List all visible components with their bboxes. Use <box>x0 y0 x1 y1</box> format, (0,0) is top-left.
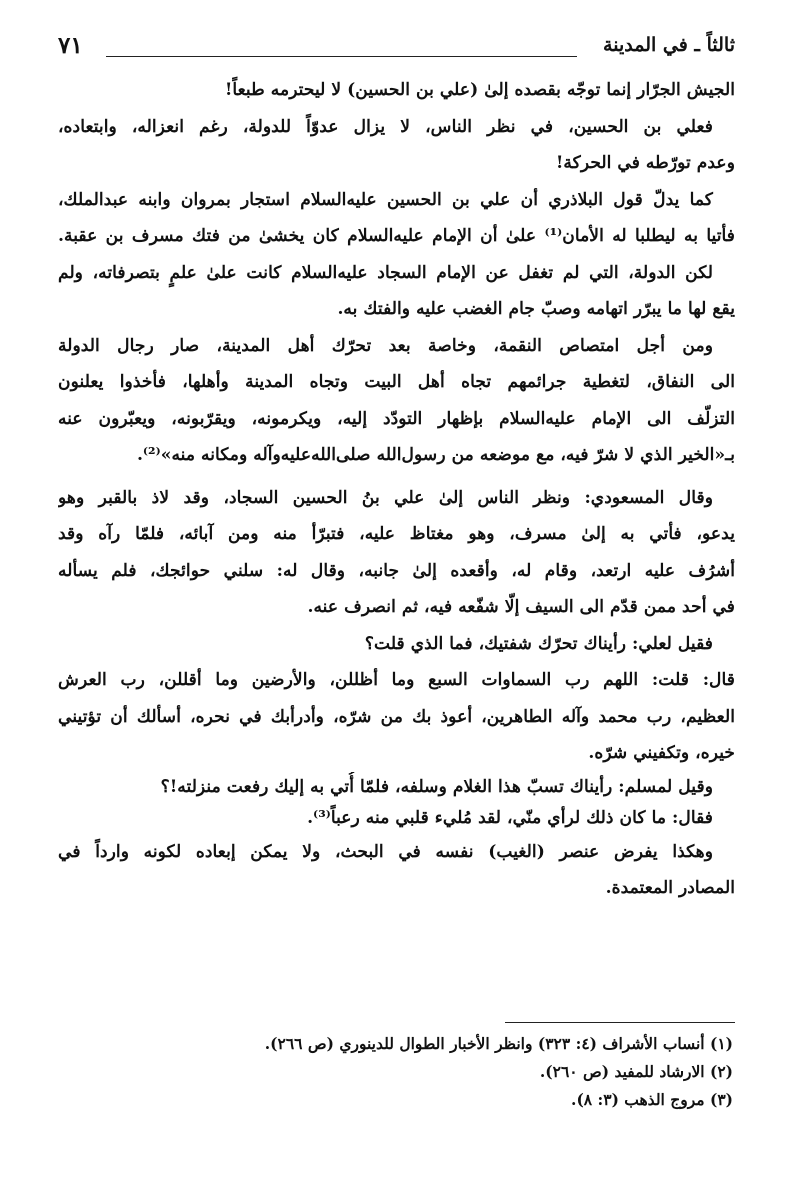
text-line: كما يدلّ قول البلاذري أن علي بن الحسين عليه‌السلام استجار بمروان وابنه عبدالملك، <box>58 189 713 210</box>
text-line: وقال المسعودي: ونظر الناس إلىٰ علي بنُ الحسين السجاد، وقد لاذ بالقبر وهو <box>58 487 713 508</box>
text-line: العظيم، رب محمد وآله الطاهرين، أعوذ بك من شرّه، وأدرأبك في نحره، أسألك أن تؤتيني <box>58 706 735 727</box>
text-line: وقيل لمسلم: رأيناك تسبّ هذا الغلام وسلفه، فلمّا أُتي به إليك رفعت منزلته!؟ <box>160 776 713 797</box>
footnote-rule <box>505 1022 735 1023</box>
header-rule <box>106 56 577 57</box>
text-line: لكن الدولة، التي لم تغفل عن الإمام السجاد عليه‌السلام كانت علىٰ علمٍ بتصرفاته، ولم <box>58 262 713 283</box>
text-line: التزلّف الى الإمام عليه‌السلام بإظهار التودّد إليه، ويكرمونه، ويقرّبونه، ويعبّرون عنه <box>58 408 735 429</box>
page-header <box>58 28 735 68</box>
footnote: (٣) مروج الذهب (٣: ٨). <box>571 1090 733 1109</box>
text-line: الجيش الجرّار إنما توجّه بقصده إلىٰ (علي بن الحسين) لا ليحترمه طبعاً! <box>224 80 735 100</box>
page-number: ٧١ <box>58 32 83 59</box>
text-line: وهكذا يفرض عنصر (الغيب) نفسه في البحث، ولا يمكن إبعاده لكونه وارداً في <box>58 841 713 862</box>
text-line: فعلي بن الحسين، في نظر الناس، لا يزال عدوّاً للدولة، رغم انعزاله، وابتعاده، <box>58 116 713 137</box>
text-line: بـ«الخير الذي لا شرّ فيه، مع موضعه من رسول‌الله صلى‌الله‌عليه‌وآله ومكانه منه»⁽²⁾. <box>136 445 735 465</box>
text-line: ومن أجل امتصاص النقمة، وخاصة بعد تحرّك أهل المدينة، صار رجال الدولة <box>58 335 713 356</box>
text-line: الى النفاق، لتغطية جرائمهم تجاه أهل البيت وتجاه المدينة وأهلها، فأخذوا يعلنون <box>58 372 735 392</box>
text-line: يدعو، فأتي به إلىٰ مسرف، وهو مغتاظ عليه، فتبرّأ منه ومن آبائه، فلمّا رآه وقد <box>58 524 735 544</box>
running-title: ثالثاً ـ في المدينة <box>603 34 735 56</box>
text-line: المصادر المعتمدة. <box>605 878 735 898</box>
body-text <box>58 72 735 907</box>
footnote: (٢) الارشاد للمفيد (ص ٢٦٠). <box>539 1062 733 1081</box>
footnote: (١) أنساب الأشراف (٤: ٣٢٣) وانظر الأخبار الطوال للدينوري (ص ٢٦٦). <box>264 1034 733 1053</box>
text-line: وعدم تورّطه في الحركة! <box>555 153 735 173</box>
text-line: فقيل لعلي: رأيناك تحرّك شفتيك، فما الذي قلت؟ <box>364 633 713 654</box>
text-line: قال: قلت: اللهم رب السماوات السبع وما أظللن، والأرضين وما أقللن، رب العرش <box>58 670 735 690</box>
text-line: أشرُف عليه ارتعد، وقام له، وأقعده إلىٰ جانبه، وقال له: سلني حوائجك، فلم يسأله <box>58 560 735 581</box>
text-line: في أحد ممن قدّم الى السيف إلّا شفّعه فيه، ثم انصرف عنه. <box>307 597 735 617</box>
text-line: فقال: ما كان ذلك لرأي منّي، لقد مُليء قلبي منه رعباً⁽³⁾. <box>307 807 713 828</box>
footnotes <box>58 1030 733 1114</box>
text-line: فأتيا به ليطلبا له الأمان⁽¹⁾ علىٰ أن الإمام عليه‌السلام كان يخشىٰ من فتك مسرف بن عقبة. <box>58 226 735 246</box>
text-line: خيره، وتكفيني شرّه. <box>588 743 735 763</box>
text-line: يقع لها ما يبرّر اتهامه وصبّ جام الغضب عليه والفتك به. <box>337 299 735 319</box>
